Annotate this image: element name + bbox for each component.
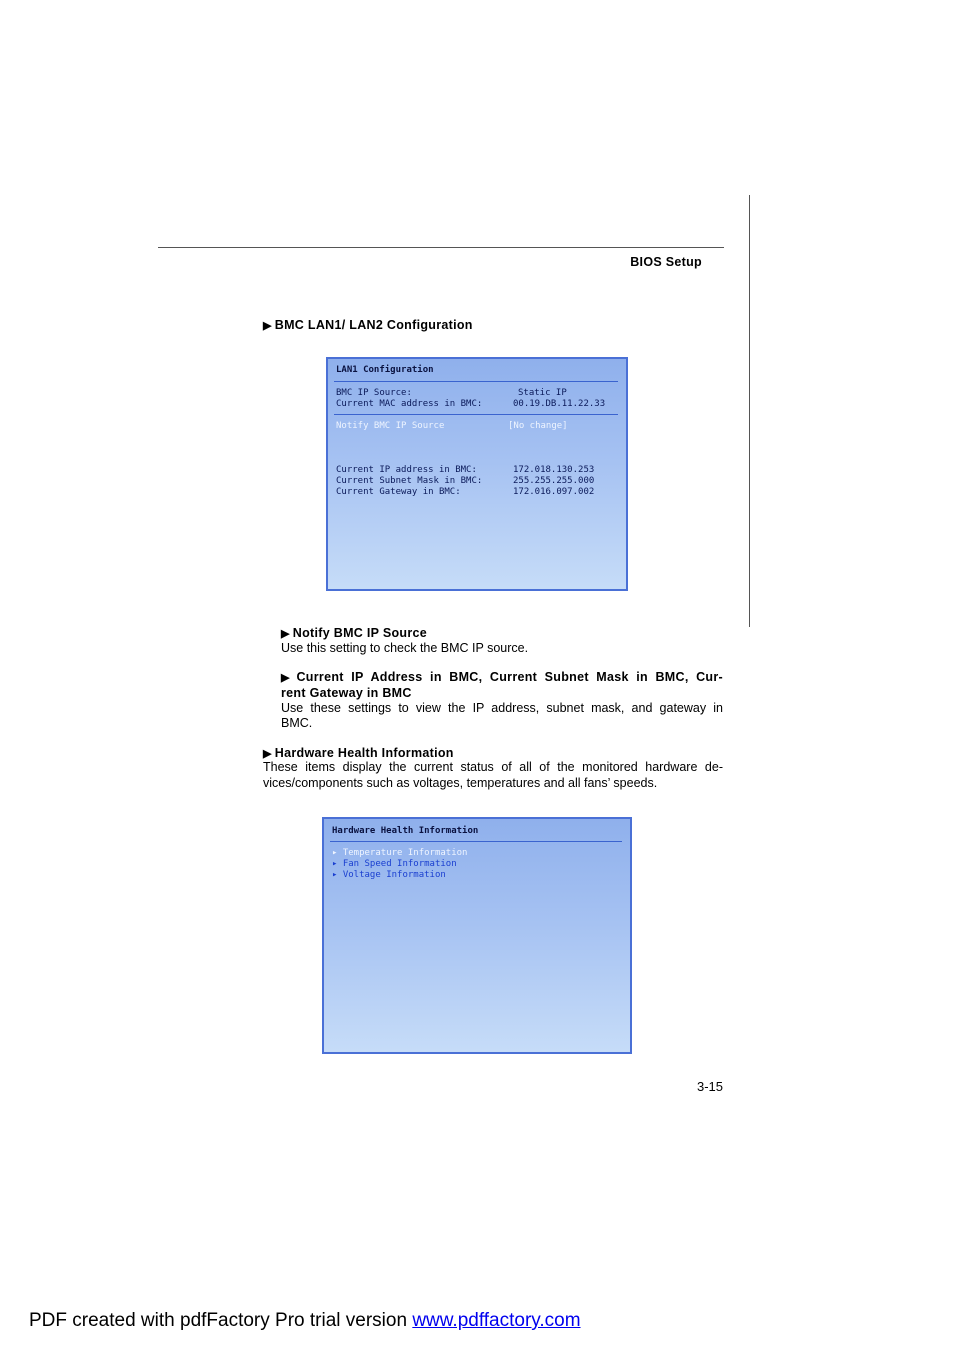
- submenu-arrow-icon: ▸: [332, 870, 343, 880]
- bios-value-ip-source: Static IP: [518, 388, 567, 398]
- running-header: BIOS Setup: [630, 255, 702, 269]
- bios-label-subnet: Current Subnet Mask in BMC:: [336, 476, 483, 486]
- subsection-heading-text-line1: Current IP Address in BMC, Current Subnet Mask in BMC, Cur-: [296, 670, 723, 684]
- bios-screen-title: LAN1 Configuration: [336, 365, 434, 375]
- bios-menu-temperature[interactable]: [332, 848, 467, 858]
- section-heading-bmc-lan: [263, 318, 473, 332]
- bios-label-ip-source: BMC IP Source:: [336, 388, 412, 398]
- pdf-footer: [29, 1310, 581, 1332]
- bios-label-ip-address: Current IP address in BMC:: [336, 465, 477, 475]
- triangle-bullet-icon: ▶: [281, 672, 294, 684]
- hardware-description-line2: vices/components such as voltages, temperatures and all fans’ speeds.: [263, 776, 658, 790]
- bios-divider: [334, 414, 618, 415]
- notify-description: Use this setting to check the BMC IP source.: [281, 641, 529, 655]
- subsection-heading-current-ip-line2: rent Gateway in BMC: [281, 686, 412, 700]
- bios-menu-fan-speed[interactable]: [332, 859, 457, 869]
- bios-screen-title: Hardware Health Information: [332, 826, 479, 836]
- bios-screen-lan1: [326, 357, 628, 591]
- section-heading-hardware-health: [263, 746, 454, 760]
- current-description-line2: BMC.: [281, 716, 313, 730]
- subsection-heading-current-ip: [281, 670, 723, 684]
- bios-menu-label: Fan Speed Information: [342, 859, 457, 869]
- section-heading-text: BMC LAN1/ LAN2 Configuration: [274, 318, 473, 332]
- bios-divider: [334, 381, 618, 382]
- bios-label-gateway: Current Gateway in BMC:: [336, 487, 461, 497]
- bios-value-ip-address: 172.018.130.253: [513, 465, 595, 475]
- footer-text: PDF created with pdfFactory Pro trial version: [29, 1310, 413, 1331]
- subsection-heading-text: Notify BMC IP Source: [292, 626, 428, 640]
- bios-menu-voltage[interactable]: [332, 870, 446, 880]
- submenu-arrow-icon: ▸: [332, 859, 343, 869]
- footer-link[interactable]: www.pdffactory.com: [412, 1310, 581, 1331]
- bios-divider: [330, 841, 622, 842]
- hardware-description-line1: These items display the current status of all of the monitored hardware de-: [263, 760, 723, 774]
- bios-value-mac: 00.19.DB.11.22.33: [513, 399, 606, 409]
- bios-menu-label: Temperature Information: [342, 848, 468, 858]
- bios-menu-label: Voltage Information: [342, 870, 446, 880]
- bios-label-mac: Current MAC address in BMC:: [336, 399, 483, 409]
- margin-rule: [749, 195, 750, 627]
- triangle-bullet-icon: ▶: [281, 628, 290, 640]
- triangle-bullet-icon: ▶: [263, 320, 272, 332]
- page-number: 3-15: [696, 1079, 723, 1094]
- triangle-bullet-icon: ▶: [263, 748, 272, 760]
- bios-option-notify-value[interactable]: [No change]: [508, 421, 568, 431]
- bios-option-notify-ip-source[interactable]: Notify BMC IP Source: [336, 421, 445, 431]
- section-heading-text: Hardware Health Information: [274, 746, 454, 760]
- bios-screen-hardware-health: [322, 817, 632, 1054]
- header-rule: [158, 247, 724, 248]
- bios-value-gateway: 172.016.097.002: [513, 487, 595, 497]
- bios-value-subnet: 255.255.255.000: [513, 476, 595, 486]
- submenu-arrow-icon: ▸: [332, 848, 343, 858]
- subsection-heading-notify: [281, 626, 427, 640]
- current-description-line1: Use these settings to view the IP address, subnet mask, and gateway in: [281, 701, 723, 715]
